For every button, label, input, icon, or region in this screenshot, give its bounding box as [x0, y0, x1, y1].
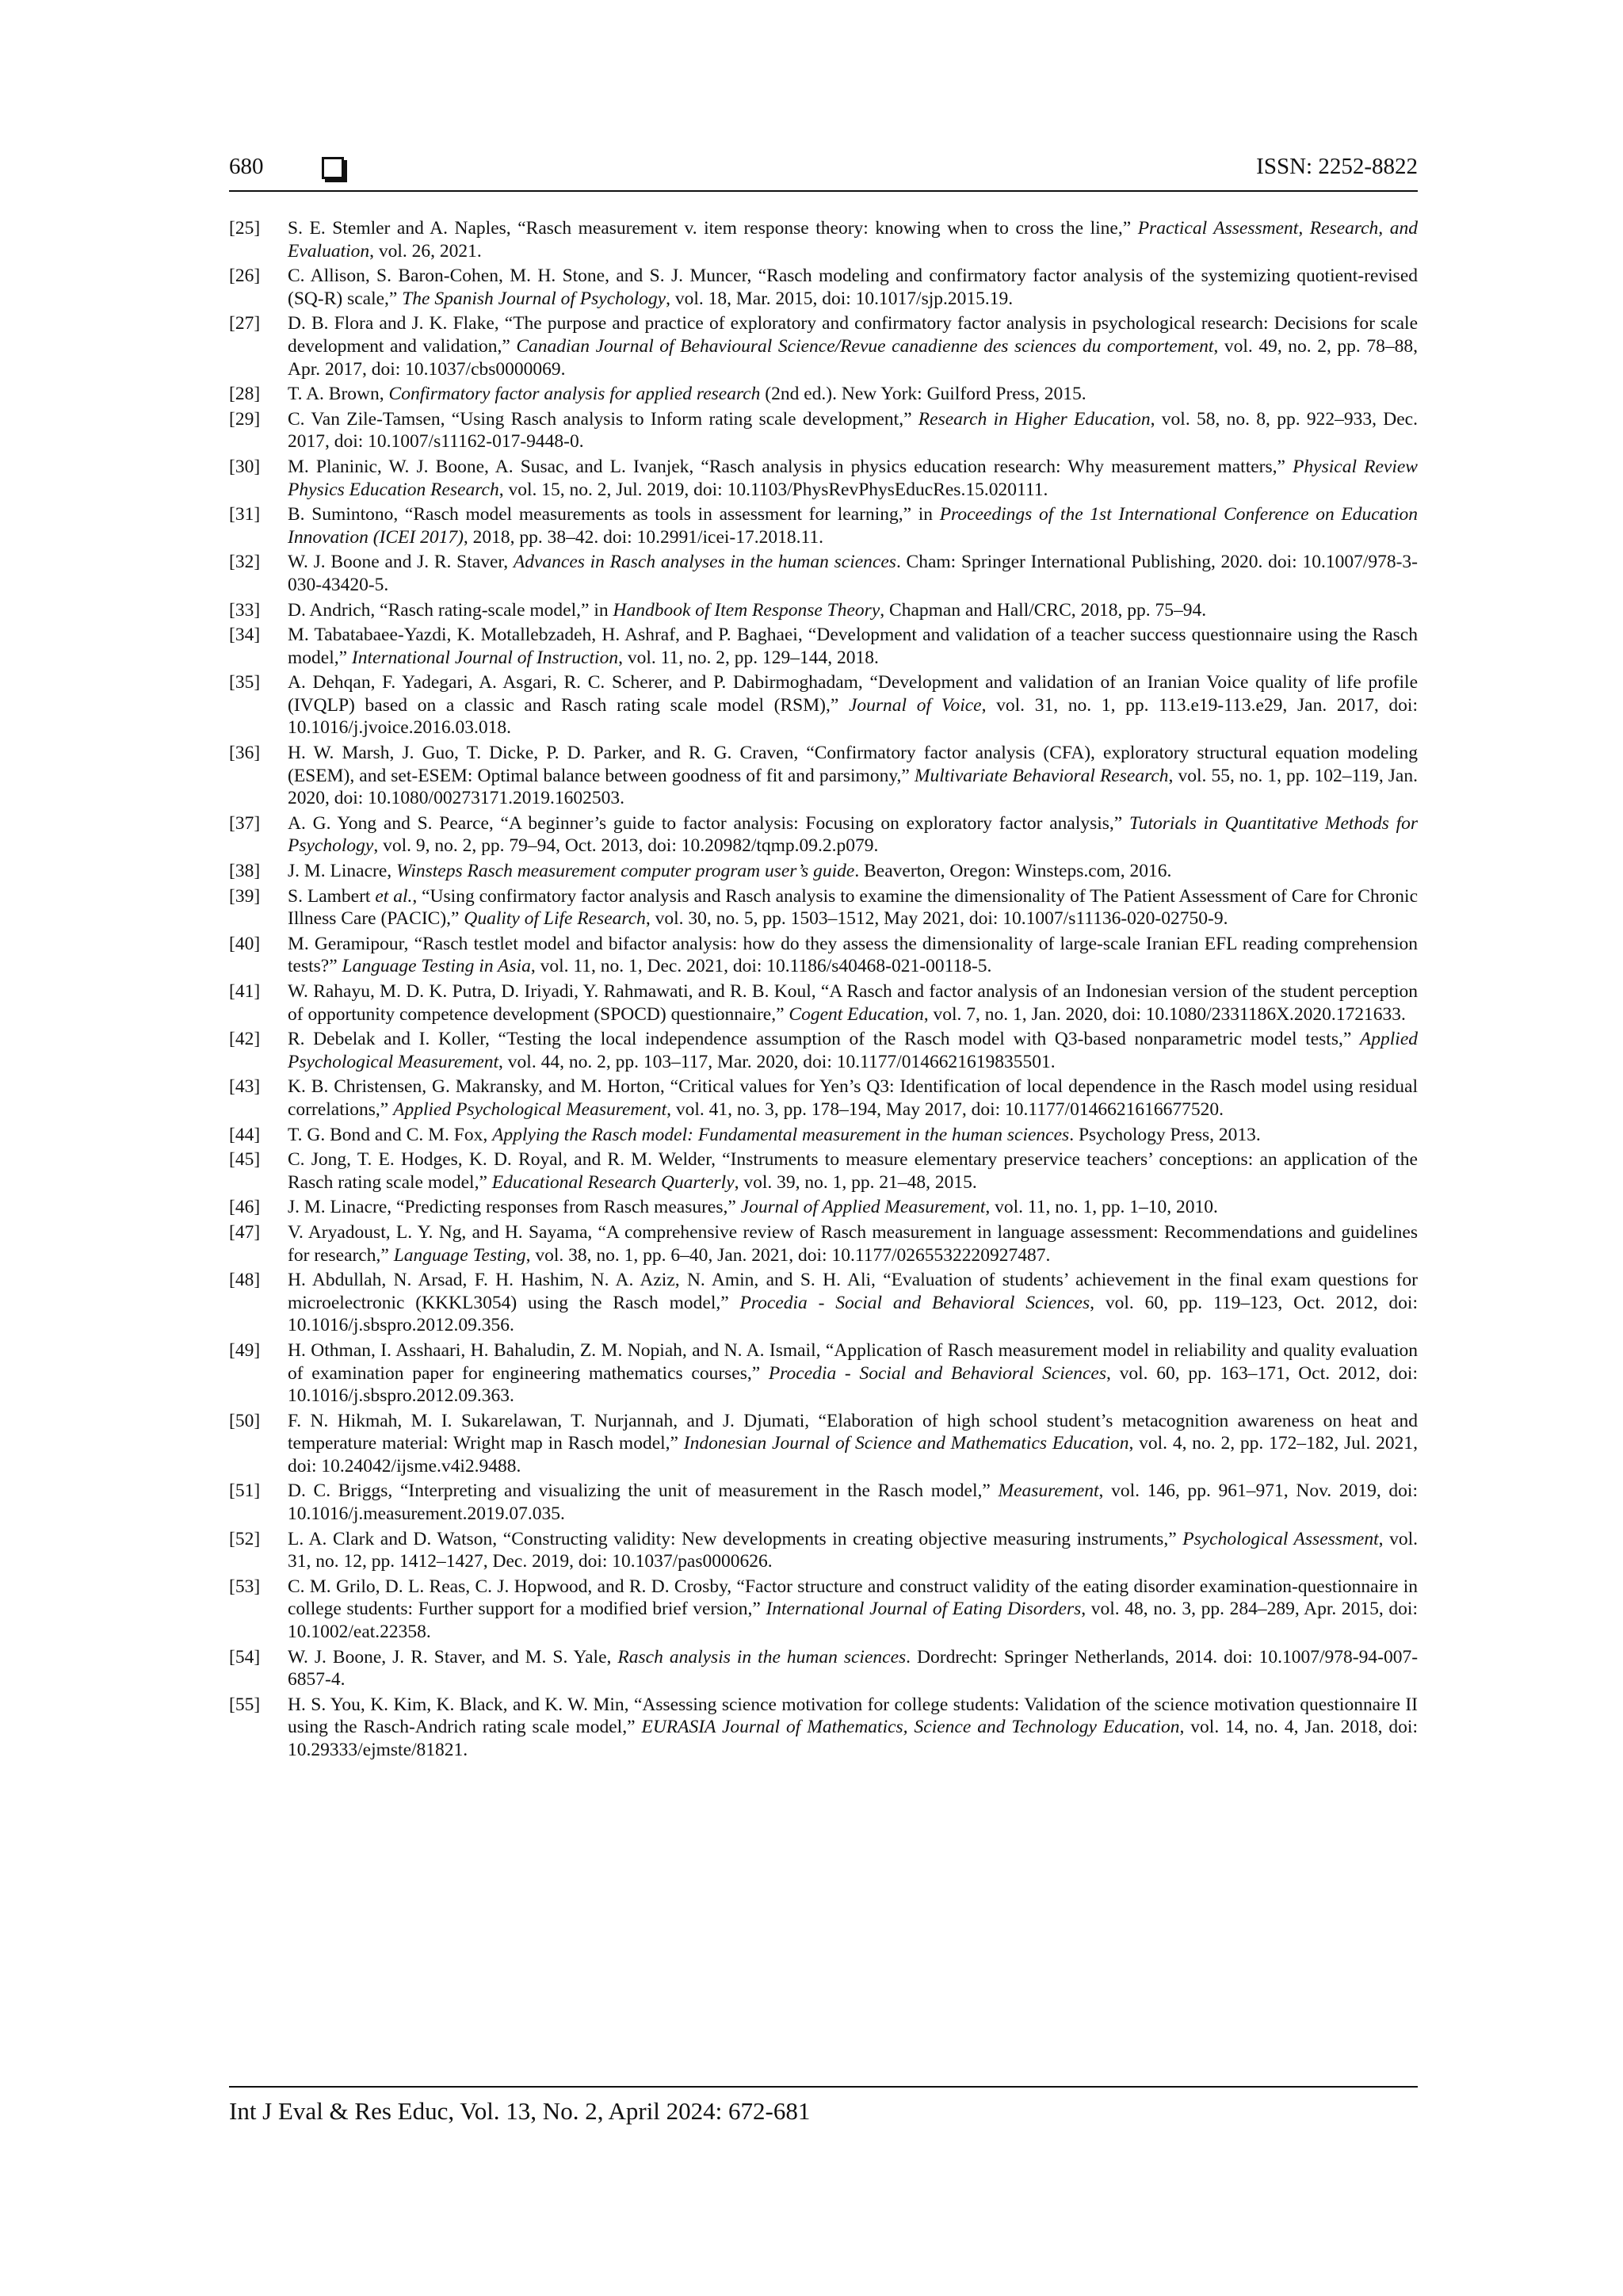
reference-number: [41]	[229, 981, 261, 1002]
reference-italic-part: International Journal of Eating Disorders	[766, 1599, 1082, 1620]
reference-number: [27]	[229, 313, 261, 334]
reference-italic-part: Confirmatory factor analysis for applied research	[388, 384, 761, 405]
reference-number: [36]	[229, 743, 261, 764]
reference-number: [43]	[229, 1076, 261, 1098]
reference-italic-part: EURASIA Journal of Mathematics, Science and Technology Education	[641, 1717, 1180, 1738]
reference-part: M. Tabatabaee-Yazdi, K. Motallebzadeh, H. Ashraf, and P. Baghaei, “Development and validation of a teacher success questionnaire using the Rasch model,”	[288, 625, 1418, 668]
reference-item	[229, 1196, 1418, 1219]
reference-text	[288, 1694, 1418, 1762]
reference-number: [26]	[229, 266, 261, 287]
reference-part: . Psychology Press, 2013.	[1069, 1124, 1261, 1145]
reference-part: , vol. 18, Mar. 2015, doi: 10.1017/sjp.2015.19.	[666, 288, 1014, 309]
reference-item	[229, 265, 1418, 310]
reference-item	[229, 624, 1418, 669]
reference-part: W. J. Boone and J. R. Staver,	[288, 552, 514, 573]
reference-italic-part: Advances in Rasch analyses in the human sciences	[513, 552, 896, 573]
reference-part: , vol. 48, no. 3, pp. 284–289, Apr. 2015, doi: 10.1002/eat.22358.	[288, 1599, 1418, 1643]
reference-italic-part: Applying the Rasch model: Fundamental measurement in the human sciences	[492, 1124, 1070, 1145]
reference-text	[288, 456, 1418, 501]
page-number: 680	[229, 154, 264, 179]
reference-number: [33]	[229, 599, 261, 621]
reference-text	[288, 1646, 1418, 1691]
reference-part: H. W. Marsh, J. Guo, T. Dicke, P. D. Parker, and R. G. Craven, “Confirmatory factor analysis (CFA), exploratory structural equation modeling (ESEM), and set-ESEM: Optimal balance between goodness of fit and parsimony,”	[288, 743, 1418, 786]
reference-part: , 2018, pp. 38–42. doi: 10.2991/icei-17.2018.11.	[463, 526, 823, 548]
reference-number: [30]	[229, 456, 261, 477]
reference-part: V. Aryadoust, L. Y. Ng, and H. Sayama, “A comprehensive review of Rasch measurement in language assessment: Recommendations and guidelines for research,”	[288, 1221, 1418, 1266]
reference-italic-part: Handbook of Item Response Theory	[613, 599, 880, 621]
reference-part: F. N. Hikmah, M. I. Sukarelawan, T. Nurjannah, and J. Djumati, “Elaboration of high school student’s metacognition awareness on heat and temperature material: Wright map in Rasch model,”	[288, 1410, 1418, 1454]
reference-number: [48]	[229, 1270, 261, 1291]
reference-part: K. B. Christensen, G. Makransky, and M. Horton, “Critical values for Yen’s Q3: Identification of local dependence in the Rasch model using residual correlations,”	[288, 1076, 1418, 1120]
journal-citation-footer: Int J Eval & Res Educ, Vol. 13, No. 2, April 2024: 672-681	[229, 2097, 811, 2125]
reference-part: , Chapman and Hall/CRC, 2018, pp. 75–94.	[880, 599, 1207, 621]
reference-part: , vol. 44, no. 2, pp. 103–117, Mar. 2020, doi: 10.1177/0146621619835501.	[498, 1051, 1056, 1072]
reference-italic-part: Practical Assessment, Research, and Evaluation	[288, 218, 1418, 262]
reference-part: B. Sumintono, “Rasch model measurements as tools in assessment for learning,” in	[288, 504, 940, 525]
reference-text	[288, 1075, 1418, 1121]
reference-part: , vol. 26, 2021.	[369, 240, 482, 262]
reference-text	[288, 1196, 1418, 1219]
reference-number: [52]	[229, 1528, 261, 1549]
reference-item	[229, 1124, 1418, 1147]
reference-item	[229, 1480, 1418, 1525]
reference-text	[288, 1148, 1418, 1194]
reference-italic-part: Journal of Applied Measurement	[740, 1197, 986, 1218]
reference-part: , vol. 11, no. 2, pp. 129–144, 2018.	[618, 647, 879, 668]
reference-part: , vol. 7, no. 1, Jan. 2020, doi: 10.1080/2331186X.2020.1721633.	[923, 1003, 1406, 1025]
reference-part: , vol. 11, no. 1, pp. 1–10, 2010.	[985, 1197, 1218, 1218]
reference-number: [38]	[229, 861, 261, 882]
reference-part: , vol. 38, no. 1, pp. 6–40, Jan. 2021, doi: 10.1177/0265532220927487.	[525, 1244, 1051, 1266]
reference-italic-part: Procedia - Social and Behavioral Sciences	[739, 1292, 1090, 1313]
reference-part: , vol. 58, no. 8, pp. 922–933, Dec. 2017, doi: 10.1007/s11162-017-9448-0.	[288, 408, 1418, 453]
reference-part: , vol. 11, no. 1, Dec. 2021, doi: 10.1186/s40468-021-00118-5.	[530, 956, 992, 977]
reference-italic-part: Physical Review Physics Education Research	[288, 456, 1418, 500]
reference-number: [47]	[229, 1221, 261, 1243]
reference-number: [54]	[229, 1646, 261, 1668]
reference-italic-part: The Spanish Journal of Psychology	[402, 288, 666, 309]
reference-text	[288, 408, 1418, 453]
reference-italic-part: Tutorials in Quantitative Methods for Psychology	[288, 812, 1418, 857]
reference-part: L. A. Clark and D. Watson, “Constructing validity: New developments in creating objective measuring instruments,”	[288, 1528, 1183, 1549]
reference-italic-part: Quality of Life Research	[464, 908, 646, 930]
reference-text	[288, 671, 1418, 739]
reference-italic-part: Applied Psychological Measurement	[393, 1098, 667, 1120]
reference-italic-part: Journal of Voice	[848, 694, 982, 716]
reference-text	[288, 624, 1418, 669]
reference-italic-part: Multivariate Behavioral Research	[914, 765, 1169, 786]
reference-part: S. E. Stemler and A. Naples, “Rasch measurement v. item response theory: knowing when to cross the line,”	[288, 218, 1138, 239]
reference-italic-part: Indonesian Journal of Science and Mathematics Education	[683, 1433, 1129, 1454]
reference-italic-part: Rasch analysis in the human sciences	[617, 1646, 907, 1668]
reference-part: A. Dehqan, F. Yadegari, A. Asgari, R. C. Scherer, and P. Dabirmoghadam, “Development and validation of an Iranian Voice quality of life profile (IVQLP) based on a classic and Rasch rating scale model (RSM),”	[288, 672, 1418, 716]
reference-part: , vol. 9, no. 2, pp. 79–94, Oct. 2013, doi: 10.20982/tqmp.09.2.p079.	[373, 835, 879, 857]
reference-number: [46]	[229, 1197, 261, 1218]
reference-number: [35]	[229, 672, 261, 693]
reference-item	[229, 1694, 1418, 1762]
reference-italic-part: Applied Psychological Measurement	[288, 1029, 1418, 1072]
reference-part: C. Allison, S. Baron-Cohen, M. H. Stone, and S. J. Muncer, “Rasch modeling and confirmatory factor analysis of the systemizing quotient-revised (SQ-R) scale,”	[288, 266, 1418, 309]
reference-number: [25]	[229, 218, 261, 239]
reference-text	[288, 1410, 1418, 1478]
reference-item	[229, 1576, 1418, 1644]
reference-item	[229, 742, 1418, 810]
reference-part: D. Andrich, “Rasch rating-scale model,” in	[288, 599, 613, 621]
reference-number: [28]	[229, 384, 261, 405]
reference-part: , “Using confirmatory factor analysis and Rasch analysis to examine the dimensionality of The Patient Assessment of Care for Chronic Illness Care (PACIC),”	[288, 885, 1419, 930]
reference-item	[229, 1075, 1418, 1121]
reference-number: [42]	[229, 1029, 261, 1050]
page-header	[229, 154, 1418, 189]
reference-item	[229, 408, 1418, 453]
reference-number: [44]	[229, 1124, 261, 1145]
reference-number: [55]	[229, 1694, 261, 1715]
reference-part: , vol. 4, no. 2, pp. 172–182, Jul. 2021, doi: 10.24042/ijsme.v4i2.9488.	[288, 1433, 1418, 1477]
reference-item	[229, 383, 1418, 406]
reference-number: [34]	[229, 625, 261, 646]
reference-part: M. Geramipour, “Rasch testlet model and bifactor analysis: how do they assess the dimensionality of large-scale Iranian EFL reading comprehension tests?”	[288, 933, 1418, 977]
reference-number: [29]	[229, 408, 261, 430]
reference-part: H. Abdullah, N. Arsad, F. H. Hashim, N. A. Aziz, N. Amin, and S. H. Ali, “Evaluation of students’ achievement in the final exam questions for microelectronic (KKKL3054) using the Rasch model,”	[288, 1270, 1418, 1313]
reference-part: W. Rahayu, M. D. K. Putra, D. Iriyadi, Y. Rahmawati, and R. B. Koul, “A Rasch and factor analysis of an Indonesian version of the student perception of opportunity competence development (SPOCD) questionnaire,”	[288, 981, 1418, 1025]
header-rule	[229, 190, 1418, 192]
reference-text	[288, 812, 1418, 858]
reference-part: T. A. Brown,	[288, 384, 389, 405]
reference-text	[288, 1028, 1418, 1073]
reference-part: A. G. Yong and S. Pearce, “A beginner’s guide to factor analysis: Focusing on exploratory factor analysis,”	[288, 812, 1129, 834]
reference-item	[229, 1646, 1418, 1691]
reference-part: R. Debelak and I. Koller, “Testing the local independence assumption of the Rasch model with Q3-based nonparametric model tests,”	[288, 1029, 1360, 1050]
reference-text	[288, 742, 1418, 810]
reference-item	[229, 812, 1418, 858]
reference-part: D. B. Flora and J. K. Flake, “The purpose and practice of exploratory and confirmatory factor analysis in psychological research: Decisions for scale development and validation,”	[288, 313, 1418, 357]
reference-italic-part: Language Testing in Asia	[342, 956, 531, 977]
reference-item	[229, 1410, 1418, 1478]
reference-italic-part: Proceedings of the 1st International Conference on Education Innovation (ICEI 2017)	[288, 504, 1418, 548]
reference-item	[229, 217, 1418, 262]
reference-part: C. Jong, T. E. Hodges, K. D. Royal, and R. M. Welder, “Instruments to measure elementary preservice teachers’ conceptions: an application of the Rasch rating scale model,”	[288, 1149, 1418, 1193]
reference-item	[229, 1528, 1418, 1573]
reference-italic-part: Canadian Journal of Behavioural Science/Revue canadienne des sciences du comportement	[516, 335, 1214, 357]
reference-part: , vol. 30, no. 5, pp. 1503–1512, May 2021, doi: 10.1007/s11136-020-02750-9.	[645, 908, 1228, 930]
reference-number: [49]	[229, 1339, 261, 1361]
reference-part: , vol. 39, no. 1, pp. 21–48, 2015.	[734, 1171, 977, 1193]
reference-text	[288, 217, 1418, 262]
reference-part: , vol. 31, no. 12, pp. 1412–1427, Dec. 2019, doi: 10.1037/pas0000626.	[288, 1528, 1418, 1572]
reference-number: [50]	[229, 1410, 261, 1431]
reference-item	[229, 599, 1418, 622]
reference-part: M. Planinic, W. J. Boone, A. Susac, and L. Ivanjek, “Rasch analysis in physics education research: Why measurement matters,”	[288, 456, 1293, 477]
reference-number: [40]	[229, 933, 261, 954]
reference-italic-part: International Journal of Instruction	[351, 647, 619, 668]
reference-part: T. G. Bond and C. M. Fox,	[288, 1124, 493, 1145]
reference-text	[288, 383, 1418, 406]
reference-text	[288, 265, 1418, 310]
footer-rule	[229, 2086, 1418, 2088]
reference-item	[229, 1028, 1418, 1073]
reference-text	[288, 312, 1418, 380]
reference-list	[229, 217, 1418, 1764]
reference-part: , vol. 55, no. 1, pp. 102–119, Jan. 2020, doi: 10.1080/00273171.2019.1602503.	[288, 765, 1418, 809]
reference-italic-part: Research in Higher Education	[918, 408, 1151, 430]
reference-italic-part: Procedia - Social and Behavioral Sciences	[768, 1362, 1106, 1384]
reference-italic-part: Language Testing	[393, 1244, 526, 1266]
reference-part: J. M. Linacre,	[288, 861, 397, 882]
reference-part: . Dordrecht: Springer Netherlands, 2014. doi: 10.1007/978-94-007-6857-4.	[288, 1646, 1419, 1690]
reference-part: S. Lambert	[288, 885, 376, 907]
reference-part: (2nd ed.). New York: Guilford Press, 2015.	[760, 384, 1086, 405]
reference-italic-part: Winsteps Rasch measurement computer program user’s guide	[396, 861, 855, 882]
reference-text	[288, 1480, 1418, 1525]
reference-number: [53]	[229, 1576, 261, 1597]
reference-item	[229, 551, 1418, 596]
reference-part: J. M. Linacre, “Predicting responses from Rasch measures,”	[288, 1197, 741, 1218]
reference-item	[229, 980, 1418, 1026]
reference-text	[288, 860, 1418, 883]
reference-part: , vol. 15, no. 2, Jul. 2019, doi: 10.1103/PhysRevPhysEducRes.15.020111.	[498, 479, 1048, 500]
reference-item	[229, 456, 1418, 501]
reference-item	[229, 1221, 1418, 1266]
reference-part: H. S. You, K. Kim, K. Black, and K. W. Min, “Assessing science motivation for college students: Validation of the science motivation questionnaire II using the Rasch-Andrich rating scale model,”	[288, 1694, 1418, 1738]
reference-text	[288, 885, 1418, 930]
reference-text	[288, 1124, 1418, 1147]
reference-number: [45]	[229, 1149, 261, 1171]
reference-part: D. C. Briggs, “Interpreting and visualizing the unit of measurement in the Rasch model,”	[288, 1480, 999, 1502]
reference-part: . Beaverton, Oregon: Winsteps.com, 2016.	[854, 861, 1172, 882]
reference-part: , vol. 60, pp. 163–171, Oct. 2012, doi: 10.1016/j.sbspro.2012.09.363.	[288, 1362, 1418, 1407]
reference-item	[229, 1339, 1418, 1408]
reference-number: [39]	[229, 885, 261, 907]
reference-item	[229, 312, 1418, 380]
reference-text	[288, 1339, 1418, 1408]
reference-text	[288, 1221, 1418, 1266]
reference-text	[288, 1528, 1418, 1573]
reference-part: . Cham: Springer International Publishing, 2020. doi: 10.1007/978-3-030-43420-5.	[288, 552, 1419, 595]
reference-part: , vol. 60, pp. 119–123, Oct. 2012, doi: 10.1016/j.sbspro.2012.09.356.	[288, 1292, 1418, 1336]
reference-text	[288, 551, 1418, 596]
reference-number: [31]	[229, 504, 261, 525]
reference-item	[229, 885, 1418, 930]
reference-italic-part: et al.	[375, 885, 413, 907]
square-bullet-icon	[322, 157, 344, 179]
reference-italic-part: Cogent Education	[789, 1003, 924, 1025]
reference-part: , vol. 146, pp. 961–971, Nov. 2019, doi: 10.1016/j.measurement.2019.07.035.	[288, 1480, 1418, 1525]
reference-part: W. J. Boone, J. R. Staver, and M. S. Yale,	[288, 1646, 618, 1668]
reference-text	[288, 1576, 1418, 1644]
reference-italic-part: Measurement	[998, 1480, 1099, 1502]
issn-label: ISSN: 2252-8822	[1256, 154, 1418, 179]
reference-item	[229, 1148, 1418, 1194]
reference-part: H. Othman, I. Asshaari, H. Bahaludin, Z. M. Nopiah, and N. A. Ismail, “Application of Rasch measurement model in reliability and quality evaluation of examination paper for engineering mathematics courses,”	[288, 1339, 1418, 1384]
reference-number: [32]	[229, 552, 261, 573]
reference-item	[229, 860, 1418, 883]
reference-part: , vol. 41, no. 3, pp. 178–194, May 2017, doi: 10.1177/0146621616677520.	[666, 1098, 1224, 1120]
reference-item	[229, 933, 1418, 978]
reference-text	[288, 599, 1418, 622]
reference-item	[229, 671, 1418, 739]
reference-part: C. Van Zile-Tamsen, “Using Rasch analysis to Inform rating scale development,”	[288, 408, 918, 430]
reference-part: , vol. 14, no. 4, Jan. 2018, doi: 10.29333/ejmste/81821.	[288, 1717, 1418, 1760]
reference-item	[229, 503, 1418, 548]
reference-text	[288, 933, 1418, 978]
reference-italic-part: Psychological Assessment	[1182, 1528, 1379, 1549]
reference-item	[229, 1269, 1418, 1337]
reference-italic-part: Educational Research Quarterly	[491, 1171, 735, 1193]
reference-text	[288, 1269, 1418, 1337]
reference-text	[288, 980, 1418, 1026]
reference-part: , vol. 49, no. 2, pp. 78–88, Apr. 2017, doi: 10.1037/cbs0000069.	[288, 335, 1419, 380]
reference-number: [37]	[229, 812, 261, 834]
reference-part: C. M. Grilo, D. L. Reas, C. J. Hopwood, and R. D. Crosby, “Factor structure and construct validity of the eating disorder examination-questionnaire in college students: Further support for a modified brief version,”	[288, 1576, 1418, 1620]
reference-part: , vol. 31, no. 1, pp. 113.e19-113.e29, Jan. 2017, doi: 10.1016/j.jvoice.2016.03.018.	[288, 694, 1418, 739]
reference-text	[288, 503, 1418, 548]
reference-number: [51]	[229, 1480, 261, 1502]
